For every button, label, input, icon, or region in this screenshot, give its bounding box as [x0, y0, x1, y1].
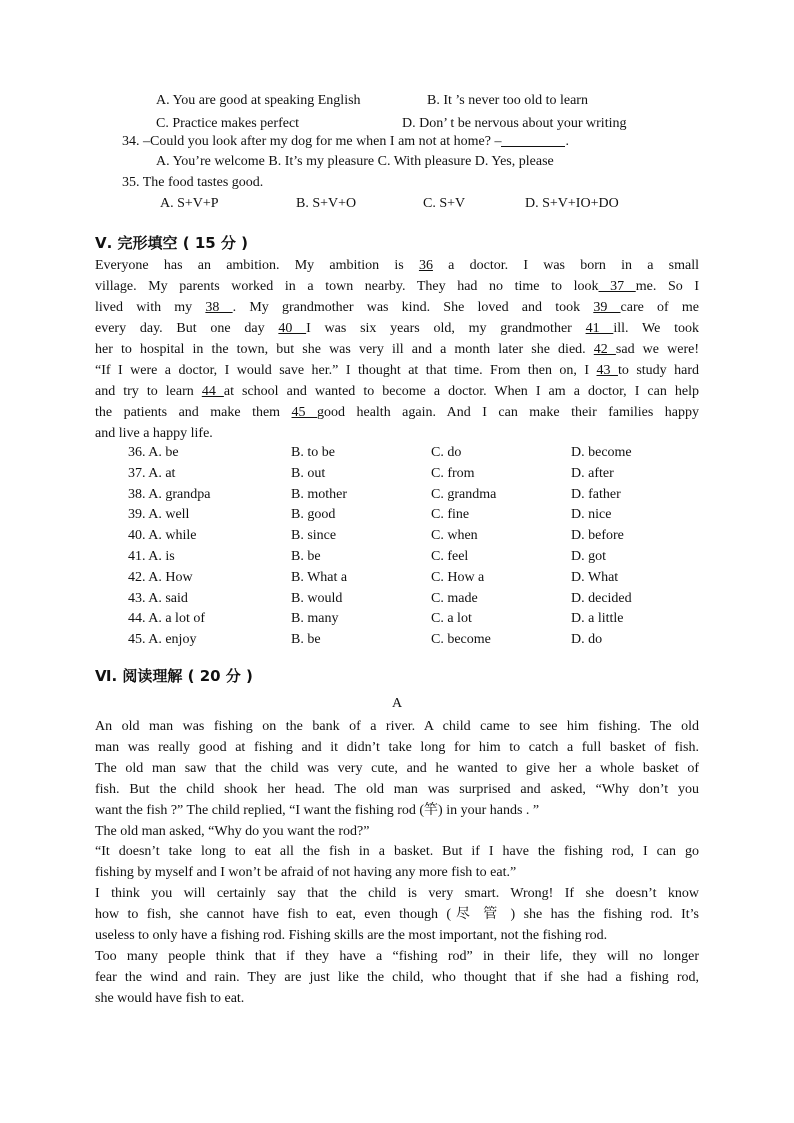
section5-heading: Ⅴ. 完形填空 ( 15 分 ): [95, 234, 249, 252]
choice-option: B. since: [291, 528, 337, 544]
choice-option: B. to be: [291, 445, 335, 460]
q35-option-c: C. S+V: [423, 196, 466, 211]
passage-label: A: [391, 696, 403, 711]
reading-line: Too many people think that if they have a “fishing rod” in their life, they will no longer: [95, 948, 699, 964]
cloze-line-7: and try to learn 44 at school and wanted to become a doctor. When I am a doctor, I can help: [95, 384, 699, 399]
blank-36: 36: [418, 258, 433, 273]
q33-option-c: C. Practice makes perfect: [156, 116, 300, 131]
reading-line: The old man saw that the child was very cute, and he wanted to give her a whole basket of: [95, 760, 699, 776]
choice-option: B. out: [291, 465, 326, 481]
reading-line: how to fish, she cannot have fish to eat, even though (尽 管 ) she has the fishing rod. It’s: [95, 907, 699, 923]
choice-option: C. How a: [431, 569, 485, 585]
reading-line: I think you will certainly say that the child is very smart. Wrong! If she doesn’t know: [95, 886, 699, 902]
q34-stem: 34. –Could you look after my dog for me when I am not at home? – .: [122, 134, 569, 149]
q33-option-b: B. It ’s never too old to learn: [427, 93, 588, 108]
choice-option: D. father: [571, 486, 621, 502]
q35-option-d: D. S+V+IO+DO: [525, 196, 619, 211]
q35-option-a: A. S+V+P: [160, 196, 219, 211]
choice-option: 38. A. grandpa: [128, 486, 211, 502]
choice-option: B. What a: [291, 569, 348, 585]
reading-line: The old man asked, “Why do you want the rod?”: [95, 823, 370, 839]
choice-option: D. What: [571, 569, 619, 585]
blank-42: 42: [593, 342, 616, 357]
choice-option: B. many: [291, 611, 339, 627]
q33-option-d: D. Don’ t be nervous about your writing: [402, 116, 627, 131]
choice-option: 41. A. is: [128, 549, 175, 564]
blank-37: 37: [598, 279, 636, 294]
choice-option: 44. A. a lot of: [128, 611, 205, 627]
reading-line: “It doesn’t take long to eat all the fish in a basket. But if I have the fishing rod, I can go: [95, 844, 699, 860]
choice-option: C. when: [431, 528, 478, 544]
choice-option: B. good: [291, 507, 336, 523]
blank-45: 45: [291, 405, 318, 420]
choice-option: 45. A. enjoy: [128, 632, 197, 648]
cloze-line-9: and live a happy life.: [95, 426, 213, 441]
blank-41: 41: [585, 321, 614, 336]
choice-option: C. do: [431, 445, 462, 460]
blank-40: 40: [278, 321, 307, 336]
choice-option: C. become: [431, 632, 491, 648]
choice-option: 42. A. How: [128, 569, 193, 585]
choice-option: D. a little: [571, 611, 624, 627]
choice-option: D. got: [571, 549, 606, 564]
reading-line: useless to only have a fishing rod. Fishing skills are the most important, not the fishing rod.: [95, 928, 608, 943]
reading-line: An old man was fishing on the bank of a river. A child came to see him fishing. The old: [95, 719, 699, 734]
reading-line: want the fish ?” The child replied, “I want the fishing rod (竿) in your hands . ”: [95, 802, 540, 818]
choice-option: 37. A. at: [128, 465, 176, 481]
section6-heading: Ⅵ. 阅读理解 ( 20 分 ): [95, 667, 253, 685]
choice-option: C. grandma: [431, 486, 497, 502]
choice-option: C. from: [431, 465, 475, 481]
choice-option: D. before: [571, 528, 624, 544]
reading-line: fear the wind and rain. They are just like the child, who thought that if she had a fishing rod,: [95, 969, 699, 985]
choice-option: C. feel: [431, 549, 469, 564]
choice-option: D. decided: [571, 590, 632, 606]
choice-option: 40. A. while: [128, 528, 197, 544]
reading-line: fish. But the child shook her head. The old man was surprised and asked, “Why don’t you: [95, 781, 699, 797]
reading-line: man was really good at fishing and it didn’t take long for him to catch a full basket of fish.: [95, 739, 699, 755]
cloze-line-6: “If I were a doctor, I would save her.” I thought at that time. From then on, I 43 to study hard: [95, 363, 700, 378]
cloze-line-1: Everyone has an ambition. My ambition is 36 a doctor. I was born in a small: [95, 258, 699, 273]
cloze-line-8: the patients and make them 45 good health again. And I can make their families happy: [95, 405, 699, 420]
choice-option: C. fine: [431, 507, 470, 523]
choice-option: D. become: [571, 445, 632, 460]
reading-line: she would have fish to eat.: [95, 990, 245, 1006]
choice-option: 39. A. well: [128, 507, 190, 523]
cloze-line-3: lived with my 38 . My grandmother was kind. She loved and took 39 care of me: [95, 300, 700, 315]
choice-option: D. nice: [571, 507, 612, 523]
choice-option: B. would: [291, 590, 343, 606]
blank-38: 38: [205, 300, 233, 315]
blank-44: 44: [201, 384, 224, 399]
choice-option: C. made: [431, 590, 478, 606]
choice-option: B. be: [291, 632, 321, 648]
blank-43: 43: [596, 363, 618, 378]
choice-option: B. be: [291, 549, 321, 564]
reading-line: fishing by myself and I won’t be afraid of not having any more fish to eat.”: [95, 865, 517, 881]
q35-option-b: B. S+V+O: [296, 196, 357, 211]
q35-stem: 35. The food tastes good.: [122, 175, 264, 190]
choice-option: 43. A. said: [128, 590, 188, 606]
q34-answer-blank: [501, 132, 565, 147]
cloze-line-2: village. My parents worked in a town nearby. They had no time to look 37 me. So I: [95, 279, 699, 294]
choice-option: D. after: [571, 465, 614, 481]
choice-option: 36. A. be: [128, 445, 179, 460]
q34-options: A. You’re welcome B. It’s my pleasure C. With pleasure D. Yes, please: [156, 154, 554, 169]
cloze-line-4: every day. But one day 40 I was six years old, my grandmother 41 ill. We took: [95, 321, 699, 336]
cloze-line-5: her to hospital in the town, but she was very ill and a month later she died. 42 sad we were!: [95, 342, 699, 357]
choice-option: D. do: [571, 632, 603, 648]
q33-option-a: A. You are good at speaking English: [156, 93, 361, 108]
choice-option: C. a lot: [431, 611, 472, 627]
q34-stem-text: 34. –Could you look after my dog for me when I am not at home? –: [122, 134, 502, 149]
blank-39: 39: [593, 300, 621, 315]
choice-option: B. mother: [291, 486, 347, 502]
